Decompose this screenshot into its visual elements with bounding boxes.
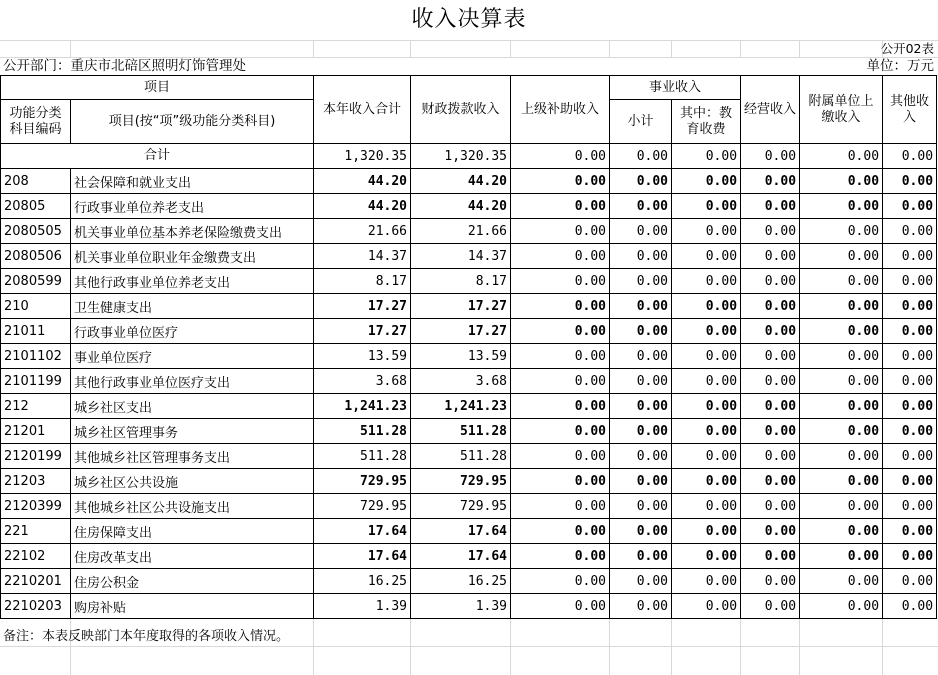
row-value: 0.00: [800, 394, 883, 419]
income-table: [0, 75, 937, 619]
row-value: 0.00: [883, 194, 937, 219]
row-value: 0.00: [741, 469, 800, 494]
header-code: 功能分类科目编码: [1, 100, 71, 144]
table-row: [1, 194, 937, 219]
row-value: 0.00: [883, 419, 937, 444]
row-value: 0.00: [511, 294, 610, 319]
row-value: 0.00: [511, 419, 610, 444]
row-value: 729.95: [411, 469, 511, 494]
row-value: 3.68: [411, 369, 511, 394]
row-code: 2080599: [1, 269, 71, 294]
row-value: 0.00: [800, 144, 883, 169]
header-superior: 上级补助收入: [511, 76, 610, 144]
table-row: [1, 169, 937, 194]
row-code: 21011: [1, 319, 71, 344]
row-value: 0.00: [800, 169, 883, 194]
header-total: 本年收入合计: [314, 76, 411, 144]
row-value: 0.00: [800, 569, 883, 594]
row-value: 14.37: [411, 244, 511, 269]
department-label: 公开部门：重庆市北碚区照明灯饰管理处: [3, 58, 246, 74]
table-row: [1, 394, 937, 419]
row-value: 0.00: [511, 594, 610, 619]
row-value: 0.00: [672, 194, 741, 219]
row-value: 0.00: [511, 544, 610, 569]
row-value: 729.95: [314, 469, 411, 494]
row-value: 0.00: [511, 169, 610, 194]
row-value: 1,241.23: [314, 394, 411, 419]
row-value: 0.00: [741, 169, 800, 194]
row-value: 0.00: [883, 144, 937, 169]
unit-label: 单位：万元: [866, 58, 934, 74]
table-row: [1, 519, 937, 544]
row-value: 0.00: [741, 419, 800, 444]
row-value: 17.64: [411, 544, 511, 569]
row-code: 21201: [1, 419, 71, 444]
row-code: 212: [1, 394, 71, 419]
row-value: 0.00: [610, 569, 672, 594]
row-value: 0.00: [883, 319, 937, 344]
row-name: 其他行政事业单位医疗支出: [71, 369, 314, 394]
row-value: 0.00: [741, 194, 800, 219]
row-value: 0.00: [741, 494, 800, 519]
row-value: 0.00: [800, 194, 883, 219]
row-value: 0.00: [610, 419, 672, 444]
row-value: 0.00: [511, 444, 610, 469]
table-row: [1, 594, 937, 619]
row-value: 0.00: [800, 319, 883, 344]
row-code: 22102: [1, 544, 71, 569]
row-value: 44.20: [411, 194, 511, 219]
row-code: 2210201: [1, 569, 71, 594]
row-value: 0.00: [610, 369, 672, 394]
row-value: 0.00: [511, 494, 610, 519]
row-value: 0.00: [741, 594, 800, 619]
page-title: 收入决算表: [0, 0, 938, 40]
row-value: 511.28: [314, 444, 411, 469]
row-value: 0.00: [672, 419, 741, 444]
row-value: 0.00: [511, 469, 610, 494]
row-value: 0.00: [741, 444, 800, 469]
row-value: 0.00: [610, 319, 672, 344]
row-code: 2120199: [1, 444, 71, 469]
row-value: 17.27: [314, 294, 411, 319]
row-value: 8.17: [314, 269, 411, 294]
row-value: 17.64: [411, 519, 511, 544]
row-name: 事业单位医疗: [71, 344, 314, 369]
row-value: 0.00: [741, 269, 800, 294]
row-code: 2120399: [1, 494, 71, 519]
row-value: 0.00: [741, 144, 800, 169]
row-value: 511.28: [411, 444, 511, 469]
row-value: 0.00: [741, 544, 800, 569]
row-value: 511.28: [314, 419, 411, 444]
row-value: 0.00: [610, 544, 672, 569]
row-code: 20805: [1, 194, 71, 219]
row-value: 0.00: [672, 294, 741, 319]
row-value: 0.00: [511, 269, 610, 294]
row-code: 208: [1, 169, 71, 194]
row-value: 0.00: [883, 469, 937, 494]
header-item-group: 项目: [1, 76, 314, 100]
row-value: 0.00: [741, 569, 800, 594]
row-value: 21.66: [411, 219, 511, 244]
row-value: 0.00: [741, 244, 800, 269]
row-value: 44.20: [314, 194, 411, 219]
row-value: 0.00: [610, 269, 672, 294]
row-value: 0.00: [883, 569, 937, 594]
row-value: 0.00: [800, 444, 883, 469]
row-code: 210: [1, 294, 71, 319]
row-value: 0.00: [741, 344, 800, 369]
row-value: 0.00: [741, 319, 800, 344]
table-row: [1, 369, 937, 394]
table-row: [1, 444, 937, 469]
row-value: 729.95: [314, 494, 411, 519]
row-value: 0.00: [672, 569, 741, 594]
table-row: [1, 319, 937, 344]
row-value: 17.27: [411, 319, 511, 344]
row-value: 0.00: [672, 544, 741, 569]
row-value: 17.64: [314, 544, 411, 569]
row-value: 44.20: [314, 169, 411, 194]
row-value: 0.00: [883, 369, 937, 394]
row-value: 0.00: [741, 394, 800, 419]
row-value: 0.00: [741, 294, 800, 319]
table-row: [1, 419, 937, 444]
row-value: 0.00: [800, 344, 883, 369]
row-name: 社会保障和就业支出: [71, 169, 314, 194]
row-value: 0.00: [610, 194, 672, 219]
row-value: 0.00: [883, 394, 937, 419]
row-value: 21.66: [314, 219, 411, 244]
row-code: 2101199: [1, 369, 71, 394]
row-value: 0.00: [672, 594, 741, 619]
row-value: 0.00: [610, 294, 672, 319]
row-value: 0.00: [511, 519, 610, 544]
row-name: 其他行政事业单位养老支出: [71, 269, 314, 294]
row-code: 2101102: [1, 344, 71, 369]
row-value: 0.00: [800, 419, 883, 444]
row-value: 0.00: [511, 194, 610, 219]
row-name: 卫生健康支出: [71, 294, 314, 319]
table-row: [1, 544, 937, 569]
row-value: 8.17: [411, 269, 511, 294]
row-name: 住房改革支出: [71, 544, 314, 569]
row-value: 0.00: [672, 519, 741, 544]
row-value: 0.00: [672, 269, 741, 294]
row-name: 机关事业单位职业年金缴费支出: [71, 244, 314, 269]
table-row: [1, 494, 937, 519]
row-name: 城乡社区管理事务: [71, 419, 314, 444]
row-value: 0.00: [672, 469, 741, 494]
row-value: 0.00: [511, 569, 610, 594]
row-value: 0.00: [610, 144, 672, 169]
row-value: 0.00: [741, 219, 800, 244]
row-value: 0.00: [672, 394, 741, 419]
row-name: 住房公积金: [71, 569, 314, 594]
row-value: 0.00: [610, 169, 672, 194]
row-value: 0.00: [672, 144, 741, 169]
row-code: 2210203: [1, 594, 71, 619]
row-value: 0.00: [741, 519, 800, 544]
row-value: 0.00: [883, 169, 937, 194]
row-value: 0.00: [672, 494, 741, 519]
row-value: 0.00: [672, 319, 741, 344]
row-name: 行政事业单位医疗: [71, 319, 314, 344]
row-value: 511.28: [411, 419, 511, 444]
row-value: 0.00: [610, 469, 672, 494]
row-value: 0.00: [800, 244, 883, 269]
header-operating: 经营收入: [741, 76, 800, 144]
row-name: 其他城乡社区管理事务支出: [71, 444, 314, 469]
total-row: [1, 144, 937, 169]
row-value: 0.00: [672, 219, 741, 244]
footnote: 备注：本表反映部门本年度取得的各项收入情况。: [3, 629, 290, 644]
row-value: 1.39: [314, 594, 411, 619]
row-value: 0.00: [672, 169, 741, 194]
form-code: 公开02表: [880, 41, 934, 56]
row-value: 0.00: [610, 219, 672, 244]
row-value: 0.00: [511, 394, 610, 419]
row-value: 0.00: [800, 294, 883, 319]
row-value: 17.64: [314, 519, 411, 544]
row-value: 0.00: [800, 544, 883, 569]
row-value: 0.00: [800, 494, 883, 519]
row-value: 0.00: [672, 369, 741, 394]
table-row: [1, 469, 937, 494]
row-name: 行政事业单位养老支出: [71, 194, 314, 219]
row-value: 0.00: [511, 369, 610, 394]
row-value: 0.00: [610, 519, 672, 544]
row-value: 0.00: [883, 269, 937, 294]
row-value: 17.27: [411, 294, 511, 319]
table-row: [1, 244, 937, 269]
row-value: 0.00: [610, 394, 672, 419]
header-other: 其他收入: [883, 76, 937, 144]
row-value: 0.00: [800, 369, 883, 394]
row-value: 16.25: [411, 569, 511, 594]
header-name: 项目(按“项”级功能分类科目): [71, 100, 314, 144]
row-value: 0.00: [610, 244, 672, 269]
row-value: 17.27: [314, 319, 411, 344]
row-value: 0.00: [800, 594, 883, 619]
row-value: 1,320.35: [314, 144, 411, 169]
row-value: 0.00: [511, 244, 610, 269]
row-value: 0.00: [883, 519, 937, 544]
row-value: 0.00: [883, 494, 937, 519]
row-value: 0.00: [511, 319, 610, 344]
row-value: 44.20: [411, 169, 511, 194]
row-code: 2080506: [1, 244, 71, 269]
row-value: 0.00: [883, 294, 937, 319]
row-value: 729.95: [411, 494, 511, 519]
row-value: 0.00: [610, 444, 672, 469]
row-name: 购房补贴: [71, 594, 314, 619]
row-code: 21203: [1, 469, 71, 494]
row-value: 0.00: [511, 144, 610, 169]
row-value: 0.00: [511, 219, 610, 244]
row-value: 0.00: [800, 219, 883, 244]
header-fiscal: 财政拨款收入: [411, 76, 511, 144]
row-value: 0.00: [800, 269, 883, 294]
row-value: 0.00: [883, 444, 937, 469]
row-value: 14.37: [314, 244, 411, 269]
table-row: [1, 294, 937, 319]
total-label: 合计: [1, 144, 314, 169]
table-row: [1, 269, 937, 294]
row-value: 3.68: [314, 369, 411, 394]
header-business-subtotal: 小计: [610, 100, 672, 144]
row-value: 0.00: [883, 594, 937, 619]
row-value: 0.00: [883, 244, 937, 269]
row-name: 城乡社区支出: [71, 394, 314, 419]
table-row: [1, 219, 937, 244]
table-row: [1, 569, 937, 594]
row-code: 221: [1, 519, 71, 544]
row-value: 1,241.23: [411, 394, 511, 419]
row-value: 16.25: [314, 569, 411, 594]
header-business-group: 事业收入: [610, 76, 741, 100]
row-value: 0.00: [672, 444, 741, 469]
row-value: 0.00: [883, 344, 937, 369]
row-name: 住房保障支出: [71, 519, 314, 544]
row-name: 机关事业单位基本养老保险缴费支出: [71, 219, 314, 244]
row-value: 0.00: [672, 244, 741, 269]
table-row: [1, 344, 937, 369]
row-value: 13.59: [314, 344, 411, 369]
row-value: 0.00: [610, 344, 672, 369]
row-name: 城乡社区公共设施: [71, 469, 314, 494]
row-code: 2080505: [1, 219, 71, 244]
row-value: 0.00: [883, 219, 937, 244]
row-value: 0.00: [672, 344, 741, 369]
row-value: 0.00: [511, 344, 610, 369]
row-value: 13.59: [411, 344, 511, 369]
row-value: 0.00: [741, 369, 800, 394]
row-value: 0.00: [610, 494, 672, 519]
header-affiliated: 附属单位上缴收入: [800, 76, 883, 144]
row-name: 其他城乡社区公共设施支出: [71, 494, 314, 519]
row-value: 0.00: [883, 544, 937, 569]
row-value: 1.39: [411, 594, 511, 619]
row-value: 0.00: [800, 469, 883, 494]
row-value: 0.00: [610, 594, 672, 619]
row-value: 1,320.35: [411, 144, 511, 169]
row-value: 0.00: [800, 519, 883, 544]
header-business-edu: 其中：教育收费: [672, 100, 741, 144]
